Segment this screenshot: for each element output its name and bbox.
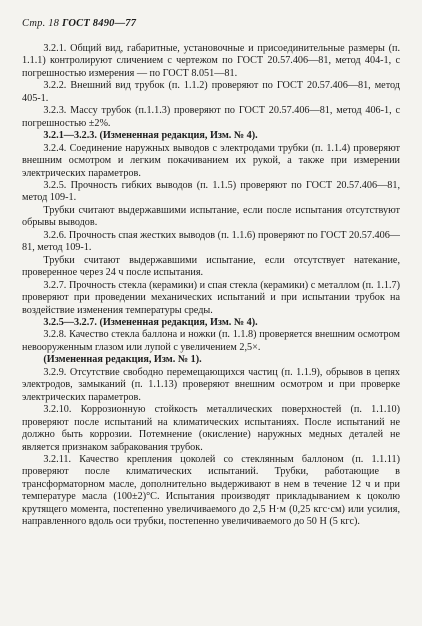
paragraph-3-2-7: 3.2.7. Прочность стекла (керамики) и спая стекла (керамики) с металлом (п. 1.1.7) проверяют при проведении механических испытаний и при испытании трубок на воздействие изменения температуры среды. — [22, 279, 400, 316]
page-header — [22, 18, 400, 29]
paragraph-3-2-9: 3.2.9. Отсутствие свободно перемещающихся частиц (п. 1.1.9), обрывов в цепях электродов, замыканий (п. 1.1.13) проверяют внешним осмотром и при проверке электрических параметров. — [22, 366, 400, 403]
paragraph-3-2-5: 3.2.5. Прочность гибких выводов (п. 1.1.5) проверяют по ГОСТ 20.57.406—81, метод 109-1. — [22, 179, 400, 204]
revision-note-3-2-1-3: 3.2.1—3.2.3. (Измененная редакция, Изм. № 4). — [43, 130, 258, 142]
paragraph-3-2-11: 3.2.11. Качество крепления цоколей со стеклянным баллоном (п. 1.1.11) проверяют после климатических испытаний. Трубки, работающие в трансформаторном масле, дополнительно выдерживают в нем в течение 12 ч и при температуре масла (100±2)°С. Испытания производят прикладыванием к цоколю крутящего момента, постепенно увеличиваемого до 2,5 Н·м (0,25 кгс·см) или усилия, направленного вдоль оси трубки, постепенно увеличиваемого до 50 Н (5 кгс). — [22, 453, 400, 528]
paragraph-3-2-3: 3.2.3. Массу трубок (п.1.1.3) проверяют по ГОСТ 20.57.406—81, метод 406-1, с погрешностью ±2%. — [22, 105, 400, 129]
paragraph-3-2-10: 3.2.10. Коррозионную стойкость металлических поверхностей (п. 1.1.10) проверяют после испытаний на климатических испытаниях. После испытаний не должно быть коррозии. Потемнение (окисление) наружных медных деталей не является признаком забракования трубок. — [22, 404, 400, 453]
revision-note-3-2-8: (Измененная редакция, Изм. № 1). — [43, 354, 202, 366]
standard-code: ГОСТ 8490—77 — [61, 18, 137, 29]
paragraph-3-2-8: 3.2.8. Качество стекла баллона и ножки (п. 1.1.8) проверяется внешним осмотром невооруженным глазом или лупой с увеличением 2,5×. — [22, 329, 400, 353]
paragraph-3-2-5-criterion: Трубки считают выдержавшими испытание, если после испытания отсутствуют обрывы выводов. — [22, 204, 400, 229]
paragraph-3-2-6-criterion: Трубки считают выдержавшими испытание, если отсутствует натекание, проверенное через 24 ч после испытания. — [22, 254, 400, 279]
revision-note-3-2-5-7: 3.2.5—3.2.7. (Измененная редакция, Изм. № 4). — [43, 316, 258, 328]
paragraph-3-2-1: 3.2.1. Общий вид, габаритные, установочные и присоединительные размеры (п. 1.1.1) контролируют сличением с чертежом по ГОСТ 20.57.406—81, метод 404-1, с погрешностью измерения — по ГОСТ 8.051—81. — [22, 43, 400, 79]
paragraph-3-2-2: 3.2.2. Внешний вид трубок (п. 1.1.2) проверяют по ГОСТ 20.57.406—81, метод 405-1. — [22, 80, 400, 104]
paragraph-3-2-6: 3.2.6. Прочность спая жестких выводов (п. 1.1.6) проверяют по ГОСТ 20.57.406—81, метод 109-1. — [22, 229, 400, 254]
page-number-label: Стр. 18 — [22, 18, 62, 29]
paragraph-3-2-4: 3.2.4. Соединение наружных выводов с электродами трубки (п. 1.1.4) проверяют внешним осмотром и легким покачиванием их рукой, а также при измерении электрических параметров. — [22, 142, 400, 179]
